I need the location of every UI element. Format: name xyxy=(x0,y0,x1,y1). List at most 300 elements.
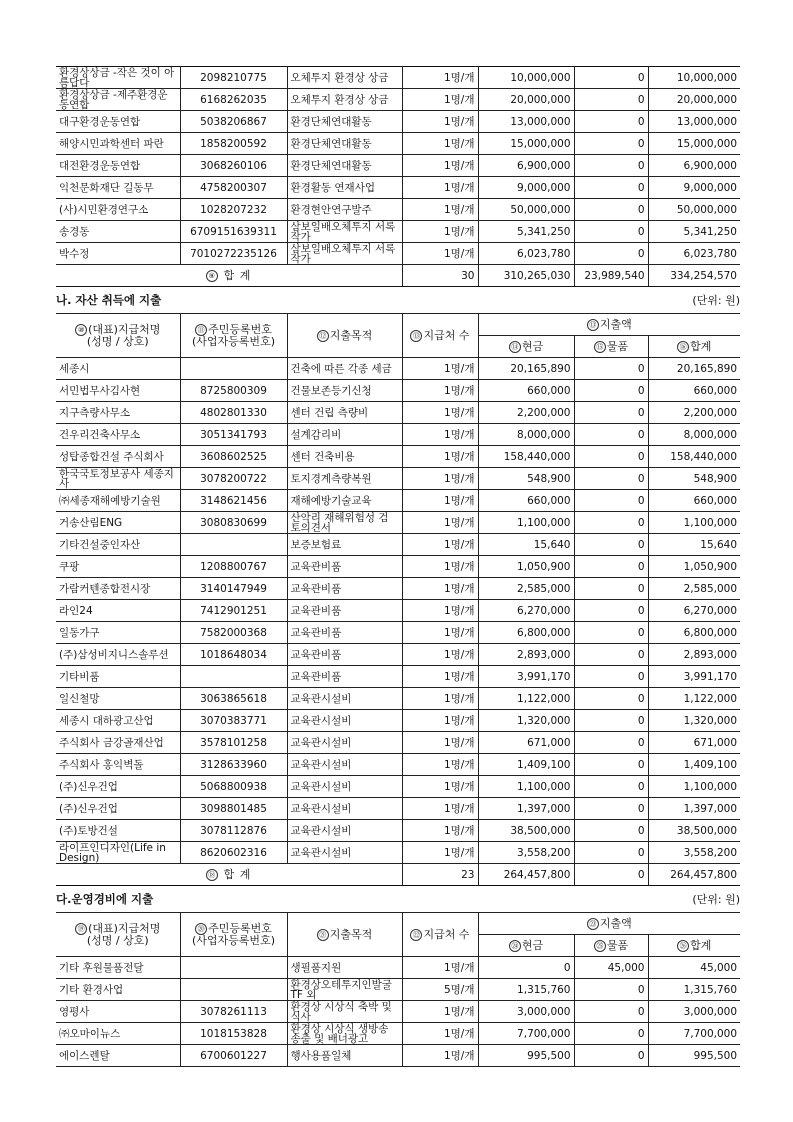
payee-name-cell: 세종시 대하광고산업 xyxy=(56,710,180,732)
header-amount-label: 지출액 xyxy=(599,317,632,331)
cash-amount-cell: 13,000,000 xyxy=(478,111,574,133)
circle-number: ⑪ xyxy=(195,324,207,336)
header-goods-label: 물품 xyxy=(606,938,629,952)
sum-count-cell: 23 xyxy=(402,864,478,886)
payee-count-cell: 1명/개 xyxy=(402,600,478,622)
purpose-cell: 건물보존등기신청 xyxy=(287,380,402,402)
purpose-cell: 오체투지 환경상 상금 xyxy=(287,67,402,89)
header-cash xyxy=(478,336,574,358)
purpose-cell: 삼보일배오체투지 서록 작가 xyxy=(287,221,402,243)
goods-amount-cell: 0 xyxy=(574,402,648,424)
payee-count-cell: 1명/개 xyxy=(402,622,478,644)
goods-amount-cell: 0 xyxy=(574,578,648,600)
circle-number: ㉔ xyxy=(509,940,521,952)
cash-amount-cell: 6,270,000 xyxy=(478,600,574,622)
payee-name-cell: 주식회사 홍익벽돌 xyxy=(56,754,180,776)
cash-amount-cell: 158,440,000 xyxy=(478,446,574,468)
total-amount-cell: 995,500 xyxy=(648,1045,740,1067)
section-title-da xyxy=(56,886,740,912)
cash-amount-cell: 50,000,000 xyxy=(478,199,574,221)
header-payee xyxy=(56,314,180,358)
purpose-cell: 생필품지원 xyxy=(287,957,402,979)
sum-goods-cell: 0 xyxy=(574,864,648,886)
payee-name-cell: 기타비품 xyxy=(56,666,180,688)
circle-number: ⑬ xyxy=(587,319,599,331)
total-amount-cell: 20,165,890 xyxy=(648,358,740,380)
goods-amount-cell: 0 xyxy=(574,221,648,243)
sum-label-cell xyxy=(56,265,402,287)
purpose-cell: 설계감리비 xyxy=(287,424,402,446)
goods-amount-cell: 0 xyxy=(574,243,648,265)
cash-amount-cell: 1,320,000 xyxy=(478,710,574,732)
table-row xyxy=(56,133,740,155)
registration-number-cell: 4802801330 xyxy=(180,402,287,424)
payee-name-cell: (주)신우건업 xyxy=(56,776,180,798)
goods-amount-cell: 0 xyxy=(574,556,648,578)
payee-count-cell: 1명/개 xyxy=(402,1045,478,1067)
goods-amount-cell: 0 xyxy=(574,490,648,512)
total-amount-cell: 9,000,000 xyxy=(648,177,740,199)
goods-amount-cell: 0 xyxy=(574,1023,648,1045)
registration-number-cell: 1208800767 xyxy=(180,556,287,578)
purpose-cell: 교육관시설비 xyxy=(287,732,402,754)
goods-amount-cell: 0 xyxy=(574,1001,648,1023)
registration-number-cell: 3051341793 xyxy=(180,424,287,446)
table-row xyxy=(56,688,740,710)
header-purpose-label: 지출목적 xyxy=(329,328,373,342)
cash-amount-cell: 3,558,200 xyxy=(478,842,574,864)
table-row xyxy=(56,710,740,732)
purpose-cell: 재해예방기술교육 xyxy=(287,490,402,512)
total-amount-cell: 20,000,000 xyxy=(648,89,740,111)
total-amount-cell: 2,893,000 xyxy=(648,644,740,666)
registration-number-cell: 7010272235126 xyxy=(180,243,287,265)
goods-amount-cell: 0 xyxy=(574,688,648,710)
sum-cash-cell: 310,265,030 xyxy=(478,265,574,287)
purpose-cell: 환경단체연대활동 xyxy=(287,155,402,177)
total-amount-cell: 660,000 xyxy=(648,490,740,512)
header-cash-label: 현금 xyxy=(521,938,544,952)
payee-count-cell: 1명/개 xyxy=(402,468,478,490)
table-na xyxy=(56,313,740,886)
total-amount-cell: 1,397,000 xyxy=(648,798,740,820)
total-amount-cell: 6,023,780 xyxy=(648,243,740,265)
payee-count-cell: 1명/개 xyxy=(402,402,478,424)
header-purpose xyxy=(287,913,402,957)
section-da-title: 다.운영경비에 지출 xyxy=(56,892,154,906)
goods-amount-cell: 0 xyxy=(574,468,648,490)
registration-number-cell: 8620602316 xyxy=(180,842,287,864)
payee-count-cell: 1명/개 xyxy=(402,490,478,512)
table-row xyxy=(56,446,740,468)
goods-amount-cell: 0 xyxy=(574,798,648,820)
total-amount-cell: 50,000,000 xyxy=(648,199,740,221)
table-row xyxy=(56,578,740,600)
registration-number-cell: 6168262035 xyxy=(180,89,287,111)
payee-name-cell: 세종시 xyxy=(56,358,180,380)
total-amount-cell: 1,100,000 xyxy=(648,512,740,534)
cash-amount-cell: 995,500 xyxy=(478,1045,574,1067)
purpose-cell: 토지경계측량복원 xyxy=(287,468,402,490)
table-row xyxy=(56,534,740,556)
total-amount-cell: 2,585,000 xyxy=(648,578,740,600)
payee-count-cell: 1명/개 xyxy=(402,67,478,89)
total-amount-cell: 1,320,000 xyxy=(648,710,740,732)
registration-number-cell: 3140147949 xyxy=(180,578,287,600)
table-row xyxy=(56,243,740,265)
registration-number-cell: 5068800938 xyxy=(180,776,287,798)
goods-amount-cell: 0 xyxy=(574,776,648,798)
total-amount-cell: 671,000 xyxy=(648,732,740,754)
payee-count-cell: 1명/개 xyxy=(402,424,478,446)
registration-number-cell xyxy=(180,534,287,556)
registration-number-cell: 7412901251 xyxy=(180,600,287,622)
registration-number-cell: 3080830699 xyxy=(180,512,287,534)
total-amount-cell: 6,270,000 xyxy=(648,600,740,622)
goods-amount-cell: 0 xyxy=(574,111,648,133)
goods-amount-cell: 0 xyxy=(574,666,648,688)
purpose-cell: 교육관비품 xyxy=(287,666,402,688)
cash-amount-cell: 2,200,000 xyxy=(478,402,574,424)
section-da-unit: (단위: 원) xyxy=(692,893,740,906)
registration-number-cell: 1028207232 xyxy=(180,199,287,221)
header-id xyxy=(180,913,287,957)
cash-amount-cell: 0 xyxy=(478,957,574,979)
circle-number: ⑳ xyxy=(195,923,207,935)
payee-count-cell: 1명/개 xyxy=(402,177,478,199)
total-amount-cell: 1,315,760 xyxy=(648,979,740,1001)
purpose-cell: 행사용품일체 xyxy=(287,1045,402,1067)
registration-number-cell: 1018648034 xyxy=(180,644,287,666)
total-amount-cell: 6,800,000 xyxy=(648,622,740,644)
section-title-na xyxy=(56,287,740,313)
payee-name-cell: 환경상상금 -제주환경운동연합 xyxy=(56,89,180,111)
header-payee-sub: (성명 / 상호) xyxy=(86,334,149,348)
sum-label: 합 계 xyxy=(223,867,252,881)
payee-count-cell: 1명/개 xyxy=(402,710,478,732)
goods-amount-cell: 0 xyxy=(574,133,648,155)
header-purpose xyxy=(287,314,402,358)
table-row xyxy=(56,1023,740,1045)
registration-number-cell: 4758200307 xyxy=(180,177,287,199)
header-count-label: 지급처 수 xyxy=(423,927,470,941)
cash-amount-cell: 15,640 xyxy=(478,534,574,556)
goods-amount-cell: 0 xyxy=(574,155,648,177)
header-id xyxy=(180,314,287,358)
table-row xyxy=(56,1001,740,1023)
registration-number-cell: 3148621456 xyxy=(180,490,287,512)
cash-amount-cell: 8,000,000 xyxy=(478,424,574,446)
payee-name-cell: 기타건설중인자산 xyxy=(56,534,180,556)
registration-number-cell: 8725800309 xyxy=(180,380,287,402)
total-amount-cell: 15,000,000 xyxy=(648,133,740,155)
table-row xyxy=(56,424,740,446)
payee-count-cell: 1명/개 xyxy=(402,534,478,556)
header-amount xyxy=(478,913,740,935)
total-amount-cell: 8,000,000 xyxy=(648,424,740,446)
payee-count-cell: 1명/개 xyxy=(402,380,478,402)
table-row xyxy=(56,600,740,622)
purpose-cell: 환경상 시상식 축박 및 식사 xyxy=(287,1001,402,1023)
cash-amount-cell: 660,000 xyxy=(478,490,574,512)
payee-count-cell: 1명/개 xyxy=(402,842,478,864)
cash-amount-cell: 2,893,000 xyxy=(478,644,574,666)
payee-name-cell: ㈜오마이뉴스 xyxy=(56,1023,180,1045)
circle-number: ⑨ xyxy=(206,270,218,282)
sum-row xyxy=(56,864,740,886)
payee-name-cell: 주식회사 금강골재산업 xyxy=(56,732,180,754)
payee-count-cell: 1명/개 xyxy=(402,89,478,111)
purpose-cell: 교육관시설비 xyxy=(287,776,402,798)
cash-amount-cell: 1,100,000 xyxy=(478,776,574,798)
purpose-cell: 오체투지 환경상 상금 xyxy=(287,89,402,111)
purpose-cell: 환경단체연대활동 xyxy=(287,111,402,133)
goods-amount-cell: 0 xyxy=(574,842,648,864)
cash-amount-cell: 548,900 xyxy=(478,468,574,490)
table-row xyxy=(56,842,740,864)
total-amount-cell: 10,000,000 xyxy=(648,67,740,89)
table-row xyxy=(56,111,740,133)
circle-number: ㉓ xyxy=(587,918,599,930)
goods-amount-cell: 0 xyxy=(574,979,648,1001)
purpose-cell: 교육관시설비 xyxy=(287,710,402,732)
header-cash-label: 현금 xyxy=(521,339,544,353)
header-count-label: 지급처 수 xyxy=(423,328,470,342)
payee-name-cell: 기타 후원물품전달 xyxy=(56,957,180,979)
circle-number: ㉖ xyxy=(677,940,689,952)
cash-amount-cell: 20,000,000 xyxy=(478,89,574,111)
circle-number: ㉕ xyxy=(594,940,606,952)
payee-name-cell: 에이스렌탈 xyxy=(56,1045,180,1067)
header-payee xyxy=(56,913,180,957)
circle-number: ⑭ xyxy=(509,341,521,353)
payee-name-cell: 거송산림ENG xyxy=(56,512,180,534)
sum-label-cell xyxy=(56,864,402,886)
payee-name-cell: 라인24 xyxy=(56,600,180,622)
cash-amount-cell: 1,409,100 xyxy=(478,754,574,776)
registration-number-cell: 3128633960 xyxy=(180,754,287,776)
purpose-cell: 교육관비품 xyxy=(287,622,402,644)
payee-name-cell: 환경상상금 -작은 것이 아름답다 xyxy=(56,67,180,89)
payee-name-cell: 해양시민과학센터 파란 xyxy=(56,133,180,155)
cash-amount-cell: 6,900,000 xyxy=(478,155,574,177)
registration-number-cell: 6709151639311 xyxy=(180,221,287,243)
payee-name-cell: 지구측량사무소 xyxy=(56,402,180,424)
header-id-sub: (사업자등록번호) xyxy=(192,334,275,348)
total-amount-cell: 3,000,000 xyxy=(648,1001,740,1023)
table-row xyxy=(56,732,740,754)
goods-amount-cell: 0 xyxy=(574,622,648,644)
payee-name-cell: (주)삼성비지니스솔루션 xyxy=(56,644,180,666)
total-amount-cell: 1,122,000 xyxy=(648,688,740,710)
payee-count-cell: 1명/개 xyxy=(402,1001,478,1023)
payee-name-cell: 일신철망 xyxy=(56,688,180,710)
purpose-cell: 환경활동 연재사업 xyxy=(287,177,402,199)
circle-number: ⑫ xyxy=(317,330,329,342)
payee-name-cell: 한국국토정보공사 세종지사 xyxy=(56,468,180,490)
circle-number: ⑯ xyxy=(677,341,689,353)
registration-number-cell: 3068260106 xyxy=(180,155,287,177)
table-row xyxy=(56,776,740,798)
table-row xyxy=(56,820,740,842)
payee-count-cell: 1명/개 xyxy=(402,754,478,776)
goods-amount-cell: 0 xyxy=(574,358,648,380)
purpose-cell: 센터 건립 측량비 xyxy=(287,402,402,424)
goods-amount-cell: 0 xyxy=(574,644,648,666)
payee-count-cell: 1명/개 xyxy=(402,578,478,600)
goods-amount-cell: 0 xyxy=(574,1045,648,1067)
total-amount-cell: 1,050,900 xyxy=(648,556,740,578)
purpose-cell: 교육관시설비 xyxy=(287,820,402,842)
payee-count-cell: 1명/개 xyxy=(402,358,478,380)
cash-amount-cell: 10,000,000 xyxy=(478,67,574,89)
table-row xyxy=(56,644,740,666)
payee-count-cell: 1명/개 xyxy=(402,155,478,177)
payee-name-cell: (주)신우건업 xyxy=(56,798,180,820)
goods-amount-cell: 0 xyxy=(574,199,648,221)
registration-number-cell: 3070383771 xyxy=(180,710,287,732)
sum-total-cell: 264,457,800 xyxy=(648,864,740,886)
cash-amount-cell: 671,000 xyxy=(478,732,574,754)
cash-amount-cell: 6,800,000 xyxy=(478,622,574,644)
purpose-cell: 교육관비품 xyxy=(287,644,402,666)
cash-amount-cell: 6,023,780 xyxy=(478,243,574,265)
table-row xyxy=(56,67,740,89)
payee-count-cell: 1명/개 xyxy=(402,776,478,798)
registration-number-cell: 1858200592 xyxy=(180,133,287,155)
purpose-cell: 교육관시설비 xyxy=(287,754,402,776)
table-row xyxy=(56,155,740,177)
circle-number: ㉒ xyxy=(410,929,422,941)
header-payee-label: (대표)지급처명 xyxy=(88,322,161,336)
registration-number-cell: 6700601227 xyxy=(180,1045,287,1067)
section-na-unit: (단위: 원) xyxy=(692,294,740,307)
payee-count-cell: 1명/개 xyxy=(402,111,478,133)
registration-number-cell: 3098801485 xyxy=(180,798,287,820)
cash-amount-cell: 1,397,000 xyxy=(478,798,574,820)
goods-amount-cell: 0 xyxy=(574,732,648,754)
header-total-label: 합계 xyxy=(690,938,712,952)
goods-amount-cell: 0 xyxy=(574,534,648,556)
purpose-cell: 교육관시설비 xyxy=(287,688,402,710)
circle-number: ⑬ xyxy=(410,330,422,342)
registration-number-cell xyxy=(180,358,287,380)
payee-name-cell: 라이프인디자인(Life in Design) xyxy=(56,842,180,864)
sum-total-cell: 334,254,570 xyxy=(648,265,740,287)
total-amount-cell: 3,558,200 xyxy=(648,842,740,864)
circle-number: ⑱ xyxy=(208,870,217,879)
registration-number-cell: 5038206867 xyxy=(180,111,287,133)
table-row xyxy=(56,89,740,111)
goods-amount-cell: 0 xyxy=(574,424,648,446)
total-amount-cell: 1,100,000 xyxy=(648,776,740,798)
circle-number: ⑩ xyxy=(75,324,87,336)
payee-count-cell: 1명/개 xyxy=(402,688,478,710)
table-row xyxy=(56,622,740,644)
header-goods xyxy=(574,336,648,358)
total-amount-cell: 6,900,000 xyxy=(648,155,740,177)
payee-count-cell: 1명/개 xyxy=(402,512,478,534)
table-row xyxy=(56,512,740,534)
total-amount-cell: 3,991,170 xyxy=(648,666,740,688)
header-total-label: 합계 xyxy=(690,339,712,353)
payee-name-cell: (사)시민환경연구소 xyxy=(56,199,180,221)
cash-amount-cell: 38,500,000 xyxy=(478,820,574,842)
header-id-label: 주민등록번호 xyxy=(208,322,272,336)
purpose-cell: 센터 건축비용 xyxy=(287,446,402,468)
goods-amount-cell: 0 xyxy=(574,177,648,199)
purpose-cell: 산악리 재해위험성 검토의견서 xyxy=(287,512,402,534)
payee-name-cell: ㈜세종재해예방기술원 xyxy=(56,490,180,512)
sum-count-cell: 30 xyxy=(402,265,478,287)
header-purpose-label: 지출목적 xyxy=(329,927,373,941)
section-na-title: 나. 자산 취득에 지출 xyxy=(56,293,162,307)
payee-count-cell: 1명/개 xyxy=(402,199,478,221)
payee-count-cell: 1명/개 xyxy=(402,957,478,979)
registration-number-cell: 3063865618 xyxy=(180,688,287,710)
header-count xyxy=(402,913,478,957)
table-da xyxy=(56,912,740,1067)
total-amount-cell: 660,000 xyxy=(648,380,740,402)
goods-amount-cell: 0 xyxy=(574,67,648,89)
table-row xyxy=(56,754,740,776)
goods-amount-cell: 0 xyxy=(574,710,648,732)
page xyxy=(56,66,740,1067)
table-row xyxy=(56,380,740,402)
cash-amount-cell: 9,000,000 xyxy=(478,177,574,199)
payee-count-cell: 1명/개 xyxy=(402,666,478,688)
purpose-cell: 환경현안연구발주 xyxy=(287,199,402,221)
payee-name-cell: 송경동 xyxy=(56,221,180,243)
payee-name-cell: 서민법무사김사현 xyxy=(56,380,180,402)
table-row xyxy=(56,666,740,688)
payee-name-cell: 일동가구 xyxy=(56,622,180,644)
registration-number-cell xyxy=(180,979,287,1001)
header-goods-label: 물품 xyxy=(606,339,629,353)
header-cash xyxy=(478,935,574,957)
payee-count-cell: 1명/개 xyxy=(402,221,478,243)
table-row xyxy=(56,490,740,512)
goods-amount-cell: 0 xyxy=(574,89,648,111)
header-id-sub: (사업자등록번호) xyxy=(192,933,275,947)
header-amount xyxy=(478,314,740,336)
payee-count-cell: 1명/개 xyxy=(402,243,478,265)
header-id-label: 주민등록번호 xyxy=(208,921,272,935)
registration-number-cell: 3578101258 xyxy=(180,732,287,754)
registration-number-cell: 3608602525 xyxy=(180,446,287,468)
sum-row xyxy=(56,265,740,287)
purpose-cell: 교육관비품 xyxy=(287,556,402,578)
cash-amount-cell: 3,991,170 xyxy=(478,666,574,688)
table-row xyxy=(56,798,740,820)
purpose-cell: 삼보일배오체투지 서록 작가 xyxy=(287,243,402,265)
header-amount-label: 지출액 xyxy=(599,916,632,930)
total-amount-cell: 38,500,000 xyxy=(648,820,740,842)
payee-name-cell: 기타 환경사업 xyxy=(56,979,180,1001)
goods-amount-cell: 0 xyxy=(574,446,648,468)
total-amount-cell: 548,900 xyxy=(648,468,740,490)
cash-amount-cell: 15,000,000 xyxy=(478,133,574,155)
circle-number: ⑮ xyxy=(594,341,606,353)
total-amount-cell: 15,640 xyxy=(648,534,740,556)
payee-count-cell: 1명/개 xyxy=(402,820,478,842)
purpose-cell: 교육관시설비 xyxy=(287,842,402,864)
header-payee-sub: (성명 / 상호) xyxy=(86,933,149,947)
payee-count-cell: 1명/개 xyxy=(402,556,478,578)
purpose-cell: 환경상오테투지인발굴 TF 외 xyxy=(287,979,402,1001)
goods-amount-cell: 0 xyxy=(574,820,648,842)
goods-amount-cell: 0 xyxy=(574,380,648,402)
